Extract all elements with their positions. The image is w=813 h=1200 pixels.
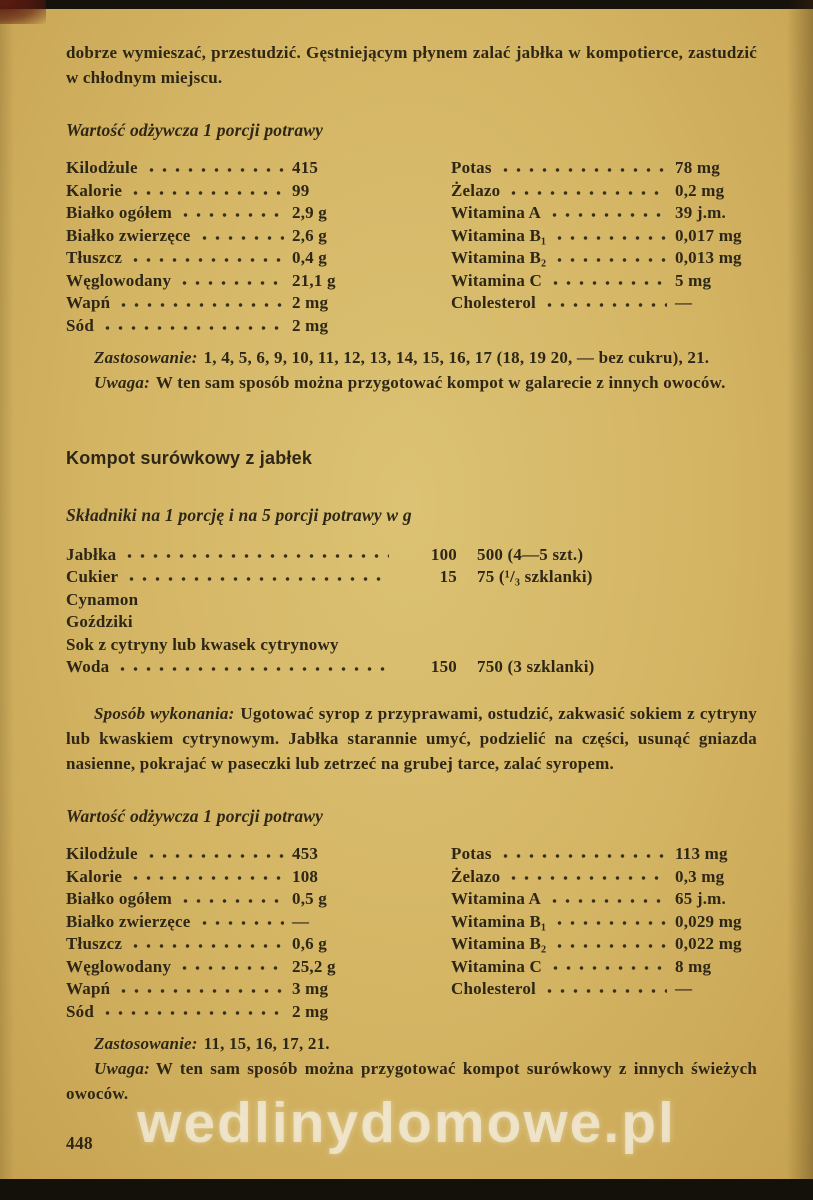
nutrition-row bbox=[66, 978, 354, 1001]
uwaga-text-1: W ten sam sposób można przygotować kompot w galarecie z innych owoców. bbox=[155, 373, 726, 393]
zastosowanie-paragraph-2 bbox=[66, 1031, 757, 1056]
scan-edge-right bbox=[787, 0, 813, 1200]
zastosowanie-label-2: Zastosowanie: bbox=[94, 1034, 198, 1054]
nutrient-name: Kilodżule bbox=[66, 158, 138, 178]
nutrition-row bbox=[451, 270, 757, 293]
dot-leader bbox=[543, 978, 667, 1001]
uwaga-label-2: Uwaga: bbox=[94, 1059, 150, 1079]
nutrition-row bbox=[451, 843, 757, 866]
nutrient-value: 108 bbox=[292, 866, 319, 886]
dot-leader bbox=[499, 843, 667, 866]
dot-leader bbox=[125, 566, 389, 589]
dot-leader bbox=[145, 157, 284, 180]
watermark: wedlinydomowe.pl bbox=[137, 1091, 676, 1155]
dot-leader bbox=[123, 544, 389, 567]
dot-leader bbox=[549, 270, 667, 293]
dot-leader bbox=[178, 956, 284, 979]
nutrient-value: 0,022 mg bbox=[675, 934, 742, 954]
ingredient-row bbox=[66, 634, 757, 657]
dot-leader bbox=[129, 180, 284, 203]
dot-leader bbox=[198, 911, 284, 934]
quantity-1-portion: 100 bbox=[430, 544, 457, 564]
dot-leader bbox=[507, 866, 667, 889]
nutrient-name: Potas bbox=[451, 844, 492, 864]
nutrition-row bbox=[451, 978, 757, 1001]
nutrient-value: 0,029 mg bbox=[675, 911, 742, 931]
nutrition-table-1 bbox=[66, 157, 757, 337]
dot-leader bbox=[178, 270, 284, 293]
quantity-1-portion: 15 bbox=[439, 567, 457, 587]
dot-leader bbox=[129, 933, 284, 956]
nutrient-name: Witamina B₁ bbox=[451, 225, 547, 245]
dot-leader bbox=[548, 202, 667, 225]
ingredient-name: Sok z cytryny lub kwasek cytrynowy bbox=[66, 634, 339, 654]
nutrient-name: Witamina A bbox=[451, 203, 542, 223]
nutrition-row bbox=[66, 202, 354, 225]
nutrient-value: 0,013 mg bbox=[675, 248, 742, 268]
nutrient-name: Białko zwierzęce bbox=[66, 225, 191, 245]
nutrient-name: Witamina B₁ bbox=[451, 911, 547, 931]
dot-leader bbox=[101, 1001, 284, 1024]
scan-edge-bottom bbox=[0, 1179, 813, 1200]
nutrition-row bbox=[451, 202, 757, 225]
nutrient-value: 0,3 mg bbox=[675, 866, 725, 886]
uwaga-paragraph-2 bbox=[66, 1056, 757, 1106]
nutrient-value: 453 bbox=[292, 844, 319, 864]
nutrient-name: Witamina C bbox=[451, 270, 542, 290]
recipe-title: Kompot surówkowy z jabłek bbox=[66, 447, 313, 468]
nutrient-name: Węglowodany bbox=[66, 956, 172, 976]
nutrient-name: Cholesterol bbox=[451, 979, 536, 999]
nutrition-row bbox=[66, 270, 354, 293]
nutrition-table-2 bbox=[66, 843, 757, 1023]
nutrition-row bbox=[451, 180, 757, 203]
nutrient-name: Białko ogółem bbox=[66, 203, 173, 223]
nutrient-name: Witamina B₂ bbox=[451, 248, 547, 268]
nutrition-row bbox=[451, 225, 757, 248]
nutrition-row bbox=[66, 157, 354, 180]
nutrient-name: Białko zwierzęce bbox=[66, 911, 191, 931]
dot-leader bbox=[553, 911, 667, 934]
ingredient-row bbox=[66, 611, 757, 634]
nutrient-name: Tłuszcz bbox=[66, 248, 123, 268]
dot-leader bbox=[179, 202, 284, 225]
nutrient-value: 0,2 mg bbox=[675, 180, 725, 200]
dot-leader bbox=[179, 888, 284, 911]
nutrition-row bbox=[66, 225, 354, 248]
nutrient-name: Białko ogółem bbox=[66, 889, 173, 909]
dot-leader bbox=[129, 866, 284, 889]
nutrient-name: Wapń bbox=[66, 293, 111, 313]
nutrient-name: Potas bbox=[451, 158, 492, 178]
nutrient-name: Sód bbox=[66, 315, 95, 335]
nutrition-row bbox=[66, 292, 354, 315]
quantity-1-portion: 150 bbox=[430, 657, 457, 677]
ingredient-row bbox=[66, 656, 757, 679]
nutrition-row bbox=[66, 315, 354, 338]
nutrition-heading-2: Wartość odżywcza 1 porcji potrawy bbox=[66, 806, 324, 827]
nutrient-value: 39 j.m. bbox=[675, 203, 726, 223]
nutrition-row bbox=[451, 157, 757, 180]
page-number: 448 bbox=[66, 1133, 93, 1153]
ingredient-name: Cukier bbox=[66, 567, 119, 587]
nutrient-name: Witamina C bbox=[451, 956, 542, 976]
nutrient-value: 21,1 g bbox=[292, 270, 336, 290]
dot-leader bbox=[543, 292, 667, 315]
nutrient-value: 8 mg bbox=[675, 956, 712, 976]
nutrient-name: Żelazo bbox=[451, 180, 501, 200]
nutrition-row bbox=[451, 933, 757, 956]
ingredient-name: Woda bbox=[66, 657, 110, 677]
uwaga-paragraph-1 bbox=[66, 370, 757, 395]
dot-leader bbox=[553, 247, 667, 270]
quantity-5-portions: 500 (4—5 szt.) bbox=[477, 544, 584, 564]
nutrition-column-right bbox=[451, 843, 757, 1023]
ingredient-row bbox=[66, 566, 757, 589]
nutrient-value: — bbox=[292, 911, 310, 931]
zastosowanie-label-1: Zastosowanie: bbox=[94, 348, 198, 368]
intro-paragraph: dobrze wymieszać, przestudzić. Gęstniejącym płynem zalać jabłka w kompotierce, zastudzić w chłodnym miejscu. bbox=[66, 43, 757, 88]
nutrient-name: Wapń bbox=[66, 979, 111, 999]
nutrient-value: 2,6 g bbox=[292, 225, 327, 245]
nutrition-row bbox=[66, 888, 354, 911]
nutrient-name: Węglowodany bbox=[66, 270, 172, 290]
dot-leader bbox=[117, 292, 284, 315]
nutrient-name: Kilodżule bbox=[66, 844, 138, 864]
nutrition-row bbox=[451, 247, 757, 270]
method-label: Sposób wykonania: bbox=[94, 703, 235, 723]
ingredient-name: Goździki bbox=[66, 612, 133, 632]
nutrition-row bbox=[66, 956, 354, 979]
nutrition-column-left bbox=[66, 157, 354, 337]
quantity-5-portions: 75 (¹/₃ szklanki) bbox=[477, 567, 593, 587]
dot-leader bbox=[548, 888, 667, 911]
ingredients-list bbox=[66, 544, 757, 679]
nutrient-value: 65 j.m. bbox=[675, 889, 726, 909]
nutrient-value: 99 bbox=[292, 180, 310, 200]
zastosowanie-paragraph-1 bbox=[66, 345, 757, 370]
dot-leader bbox=[549, 956, 667, 979]
ingredient-name: Jabłka bbox=[66, 544, 117, 564]
nutrition-column-right bbox=[451, 157, 757, 337]
nutrition-row bbox=[451, 956, 757, 979]
nutrition-row bbox=[451, 292, 757, 315]
nutrient-value: 0,5 g bbox=[292, 889, 327, 909]
dot-leader bbox=[499, 157, 667, 180]
dot-leader bbox=[116, 656, 389, 679]
nutrient-value: 0,4 g bbox=[292, 248, 327, 268]
nutrition-row bbox=[66, 180, 354, 203]
nutrient-value: — bbox=[675, 979, 693, 999]
nutrient-value: 415 bbox=[292, 158, 319, 178]
nutrient-name: Tłuszcz bbox=[66, 934, 123, 954]
nutrient-value: 2 mg bbox=[292, 1001, 329, 1021]
nutrition-row bbox=[66, 247, 354, 270]
zastosowanie-text-1: 1, 4, 5, 6, 9, 10, 11, 12, 13, 14, 15, 16, 17 (18, 19 20, — bez cukru), 21. bbox=[203, 348, 710, 368]
nutrient-value: 25,2 g bbox=[292, 956, 336, 976]
nutrient-value: 2 mg bbox=[292, 315, 329, 335]
dot-leader bbox=[553, 225, 667, 248]
nutrient-value: — bbox=[675, 293, 693, 313]
nutrition-row bbox=[66, 866, 354, 889]
ingredient-name: Cynamon bbox=[66, 589, 139, 609]
dot-leader bbox=[129, 247, 284, 270]
dot-leader bbox=[553, 933, 667, 956]
ingredient-row bbox=[66, 589, 757, 612]
nutrient-name: Sód bbox=[66, 1001, 95, 1021]
nutrient-name: Żelazo bbox=[451, 866, 501, 886]
dot-leader bbox=[101, 315, 284, 338]
nutrition-row bbox=[451, 888, 757, 911]
ingredients-heading: Składniki na 1 porcję i na 5 porcji potrawy w g bbox=[66, 504, 412, 525]
dot-leader bbox=[145, 843, 284, 866]
nutrient-value: 5 mg bbox=[675, 270, 712, 290]
method-paragraph bbox=[66, 701, 757, 776]
dot-leader bbox=[507, 180, 667, 203]
nutrition-row bbox=[66, 843, 354, 866]
nutrient-value: 78 mg bbox=[675, 158, 720, 178]
dot-leader bbox=[117, 978, 284, 1001]
nutrient-value: 3 mg bbox=[292, 979, 329, 999]
nutrition-row bbox=[451, 866, 757, 889]
nutrient-value: 2,9 g bbox=[292, 203, 327, 223]
nutrient-name: Kalorie bbox=[66, 180, 123, 200]
scan-edge-left bbox=[0, 0, 14, 1200]
dot-leader bbox=[198, 225, 284, 248]
zastosowanie-text-2: 11, 15, 16, 17, 21. bbox=[203, 1034, 330, 1054]
quantity-5-portions: 750 (3 szklanki) bbox=[477, 657, 595, 677]
nutrient-value: 0,6 g bbox=[292, 934, 327, 954]
nutrient-value: 0,017 mg bbox=[675, 225, 742, 245]
nutrient-name: Witamina A bbox=[451, 889, 542, 909]
nutrition-row bbox=[66, 911, 354, 934]
nutrient-value: 113 mg bbox=[675, 844, 728, 864]
ingredient-row bbox=[66, 544, 757, 567]
nutrient-value: 2 mg bbox=[292, 293, 329, 313]
uwaga-text-2: W ten sam sposób można przygotować kompot surówkowy z innych świeżych owoców. bbox=[66, 1059, 757, 1104]
nutrition-row bbox=[66, 933, 354, 956]
nutrition-column-left bbox=[66, 843, 354, 1023]
nutrition-heading-1: Wartość odżywcza 1 porcji potrawy bbox=[66, 120, 324, 141]
nutrient-name: Kalorie bbox=[66, 866, 123, 886]
nutrient-name: Witamina B₂ bbox=[451, 934, 547, 954]
nutrition-row bbox=[451, 911, 757, 934]
nutrition-row bbox=[66, 1001, 354, 1024]
method-text: Ugotować syrop z przyprawami, ostudzić, zakwasić sokiem z cytryny lub kwaskiem cytrynowym. Jabłka starannie umyć, podzielić na części, usunąć gniazda nasienne, pokrajać w paseczki lub zetrzeć na grubej tarce, zalać syropem. bbox=[66, 703, 757, 773]
uwaga-label-1: Uwaga: bbox=[94, 373, 150, 393]
nutrient-name: Cholesterol bbox=[451, 293, 536, 313]
